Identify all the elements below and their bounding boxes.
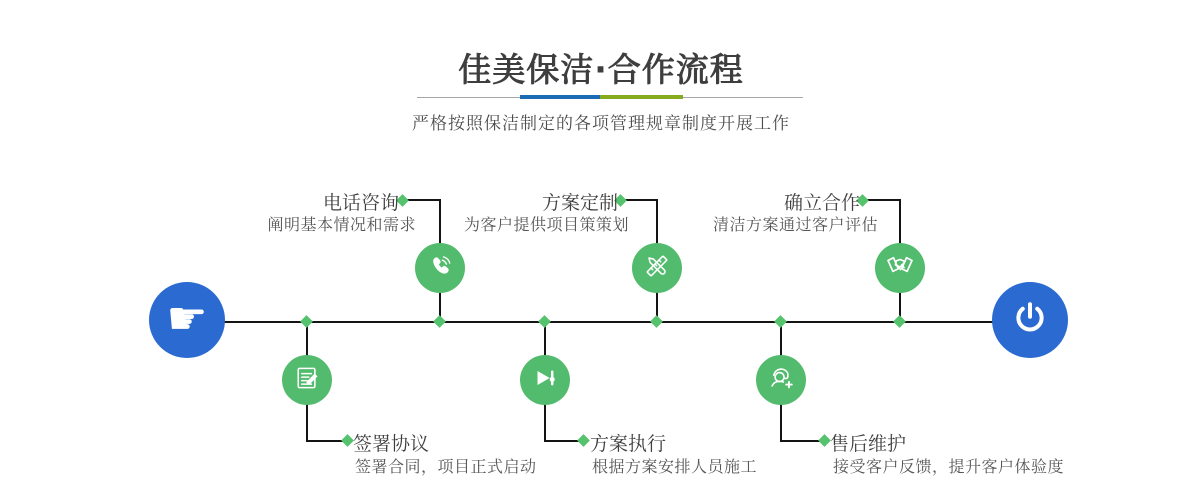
step-title-plan-execute: 方案执行: [590, 433, 667, 455]
phone-icon: [425, 251, 455, 285]
connector-elbow-step2: [306, 440, 344, 442]
junction-diamond: [433, 315, 446, 328]
end-endpoint: [992, 282, 1068, 358]
step-desc-establish-cooperation: 清洁方案通过客户评估: [712, 215, 878, 234]
junction-diamond: [300, 315, 313, 328]
junction-diamond: [538, 315, 551, 328]
step-desc-plan-execute: 根据方案安排人员施工: [592, 457, 758, 476]
step-title-sign-agreement: 签署协议: [353, 433, 430, 455]
connector-elbow-step6: [780, 440, 821, 442]
label-diamond: [341, 434, 354, 447]
title-divider-green-segment: [600, 95, 683, 99]
node-plan-execute: [520, 355, 570, 405]
power-icon: [1010, 298, 1050, 342]
play-execute-icon: [530, 363, 560, 397]
step-title-plan-design: 方案定制: [541, 192, 618, 214]
node-sign-agreement: [282, 355, 332, 405]
node-aftersales-support: [756, 355, 806, 405]
junction-diamond: [650, 315, 663, 328]
junction-diamond: [774, 315, 787, 328]
page-title: 佳美保洁·合作流程: [458, 50, 744, 89]
contract-sign-icon: [293, 364, 321, 396]
step-desc-phone-consult: 阐明基本情况和需求: [267, 215, 416, 234]
connector-elbow-step4: [544, 440, 580, 442]
node-phone-consult: [415, 243, 465, 293]
step-title-establish-cooperation: 确立合作: [783, 192, 860, 214]
headset-support-icon: [766, 363, 796, 397]
label-diamond: [577, 434, 590, 447]
node-establish-cooperation: [875, 243, 925, 293]
connector-elbow-step1: [405, 199, 441, 201]
pencil-ruler-icon: [642, 251, 672, 285]
step-desc-aftersales-support: 接受客户反馈，提升客户体验度: [833, 457, 1065, 476]
pointing-hand-icon: ☛: [166, 291, 208, 345]
step-title-phone-consult: 电话咨询: [322, 192, 399, 214]
connector-elbow-step5: [865, 199, 901, 201]
step-title-aftersales-support: 售后维护: [830, 433, 907, 455]
node-plan-design: [632, 243, 682, 293]
label-diamond: [818, 434, 831, 447]
start-endpoint: [149, 282, 225, 358]
junction-diamond: [893, 315, 906, 328]
title-divider-blue-segment: [520, 95, 600, 99]
step-desc-sign-agreement: 签署合同，项目正式启动: [355, 457, 537, 476]
page-subtitle: 严格按照保洁制定的各项管理规章制度开展工作: [412, 114, 790, 134]
step-desc-plan-design: 为客户提供项目策策划: [463, 215, 629, 234]
handshake-icon: [884, 250, 916, 286]
connector-elbow-step3: [623, 199, 658, 201]
